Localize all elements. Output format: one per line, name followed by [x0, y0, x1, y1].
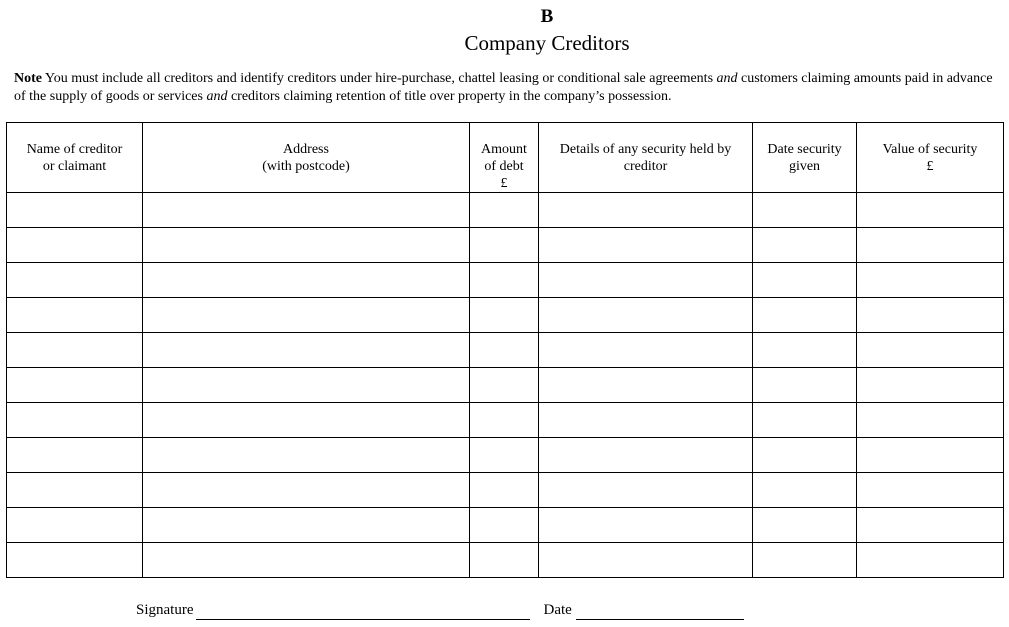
cell-name[interactable] — [7, 508, 143, 543]
cell-address[interactable] — [143, 368, 470, 403]
cell-security-details[interactable] — [539, 298, 753, 333]
cell-amount[interactable] — [470, 228, 539, 263]
cell-date-given[interactable] — [753, 403, 857, 438]
cell-security-value[interactable] — [857, 473, 1004, 508]
cell-address[interactable] — [143, 543, 470, 578]
table-row — [7, 228, 1004, 263]
cell-amount[interactable] — [470, 543, 539, 578]
table-row — [7, 333, 1004, 368]
cell-amount[interactable] — [470, 403, 539, 438]
cell-name[interactable] — [7, 263, 143, 298]
column-header-line: Name of creditor — [26, 142, 123, 157]
creditors-table — [6, 122, 1004, 578]
table-row — [7, 438, 1004, 473]
cell-name[interactable] — [7, 403, 143, 438]
date-label: Date — [543, 602, 572, 618]
cell-name[interactable] — [7, 193, 143, 228]
cell-date-given[interactable] — [753, 543, 857, 578]
note-text-2: customers claiming amounts paid in advance of the supply of goods or services — [14, 71, 993, 104]
table-row — [7, 543, 1004, 578]
signature-field[interactable] — [196, 603, 530, 620]
column-header-line: of debt — [484, 159, 524, 174]
date-field[interactable] — [576, 603, 744, 620]
note-text-3: creditors claiming retention of title over property in the company’s possession. — [227, 89, 672, 104]
note-label: Note — [14, 71, 42, 86]
signature-row — [136, 600, 744, 620]
column-header-line: Value of security — [882, 142, 978, 157]
cell-name[interactable] — [7, 543, 143, 578]
column-header-line: Details of any security held by — [559, 142, 732, 157]
cell-security-details[interactable] — [539, 403, 753, 438]
cell-security-details[interactable] — [539, 228, 753, 263]
cell-name[interactable] — [7, 438, 143, 473]
note-paragraph — [14, 70, 999, 106]
cell-name[interactable] — [7, 298, 143, 333]
signature-label: Signature — [136, 602, 194, 618]
section-letter: B — [540, 6, 554, 27]
note-emphasis-1: and — [716, 71, 738, 86]
column-header-line: creditor — [623, 159, 668, 174]
cell-date-given[interactable] — [753, 193, 857, 228]
cell-date-given[interactable] — [753, 508, 857, 543]
cell-amount[interactable] — [470, 263, 539, 298]
cell-address[interactable] — [143, 263, 470, 298]
cell-security-value[interactable] — [857, 333, 1004, 368]
table-row — [7, 368, 1004, 403]
note-emphasis-2: and — [206, 89, 228, 104]
cell-date-given[interactable] — [753, 473, 857, 508]
cell-name[interactable] — [7, 473, 143, 508]
cell-address[interactable] — [143, 508, 470, 543]
cell-security-value[interactable] — [857, 263, 1004, 298]
column-header-line: £ — [500, 176, 508, 191]
cell-security-value[interactable] — [857, 298, 1004, 333]
table-row — [7, 263, 1004, 298]
cell-name[interactable] — [7, 368, 143, 403]
cell-date-given[interactable] — [753, 438, 857, 473]
cell-amount[interactable] — [470, 473, 539, 508]
page-title: Company Creditors — [464, 31, 630, 55]
cell-address[interactable] — [143, 438, 470, 473]
cell-security-details[interactable] — [539, 508, 753, 543]
cell-security-details[interactable] — [539, 193, 753, 228]
table-row — [7, 298, 1004, 333]
cell-security-value[interactable] — [857, 508, 1004, 543]
cell-date-given[interactable] — [753, 368, 857, 403]
column-header-name — [7, 123, 143, 193]
cell-amount[interactable] — [470, 298, 539, 333]
table-row — [7, 193, 1004, 228]
column-header-address — [143, 123, 470, 193]
column-header-security-value — [857, 123, 1004, 193]
table-row — [7, 508, 1004, 543]
note-text-1: You must include all creditors and identify creditors under hire-purchase, chattel leasing or conditional sale agreements — [42, 71, 717, 86]
table-row — [7, 403, 1004, 438]
table-row — [7, 473, 1004, 508]
table-header-row — [7, 123, 1004, 193]
column-header-line: given — [788, 159, 821, 174]
column-header-date-given — [753, 123, 857, 193]
cell-amount[interactable] — [470, 333, 539, 368]
cell-security-details[interactable] — [539, 473, 753, 508]
column-header-line: £ — [926, 159, 934, 174]
cell-date-given[interactable] — [753, 333, 857, 368]
column-header-line: Address — [283, 142, 329, 157]
cell-security-value[interactable] — [857, 193, 1004, 228]
cell-address[interactable] — [143, 228, 470, 263]
cell-security-details[interactable] — [539, 368, 753, 403]
cell-name[interactable] — [7, 333, 143, 368]
cell-address[interactable] — [143, 403, 470, 438]
cell-amount[interactable] — [470, 438, 539, 473]
cell-security-value[interactable] — [857, 543, 1004, 578]
cell-amount[interactable] — [470, 508, 539, 543]
cell-address[interactable] — [143, 473, 470, 508]
cell-date-given[interactable] — [753, 298, 857, 333]
cell-address[interactable] — [143, 298, 470, 333]
cell-date-given[interactable] — [753, 228, 857, 263]
column-header-line: or claimant — [42, 159, 107, 174]
cell-security-details[interactable] — [539, 263, 753, 298]
column-header-line: (with postcode) — [262, 159, 350, 174]
cell-security-details[interactable] — [539, 543, 753, 578]
column-header-line: Date security — [767, 142, 842, 157]
cell-security-value[interactable] — [857, 438, 1004, 473]
cell-security-value[interactable] — [857, 368, 1004, 403]
cell-date-given[interactable] — [753, 263, 857, 298]
cell-address[interactable] — [143, 193, 470, 228]
cell-amount[interactable] — [470, 368, 539, 403]
cell-security-value[interactable] — [857, 228, 1004, 263]
cell-security-details[interactable] — [539, 333, 753, 368]
column-header-security-details — [539, 123, 753, 193]
cell-security-details[interactable] — [539, 438, 753, 473]
cell-security-value[interactable] — [857, 403, 1004, 438]
cell-address[interactable] — [143, 333, 470, 368]
column-header-amount — [470, 123, 539, 193]
column-header-line: Amount — [481, 142, 527, 157]
cell-amount[interactable] — [470, 193, 539, 228]
cell-name[interactable] — [7, 228, 143, 263]
